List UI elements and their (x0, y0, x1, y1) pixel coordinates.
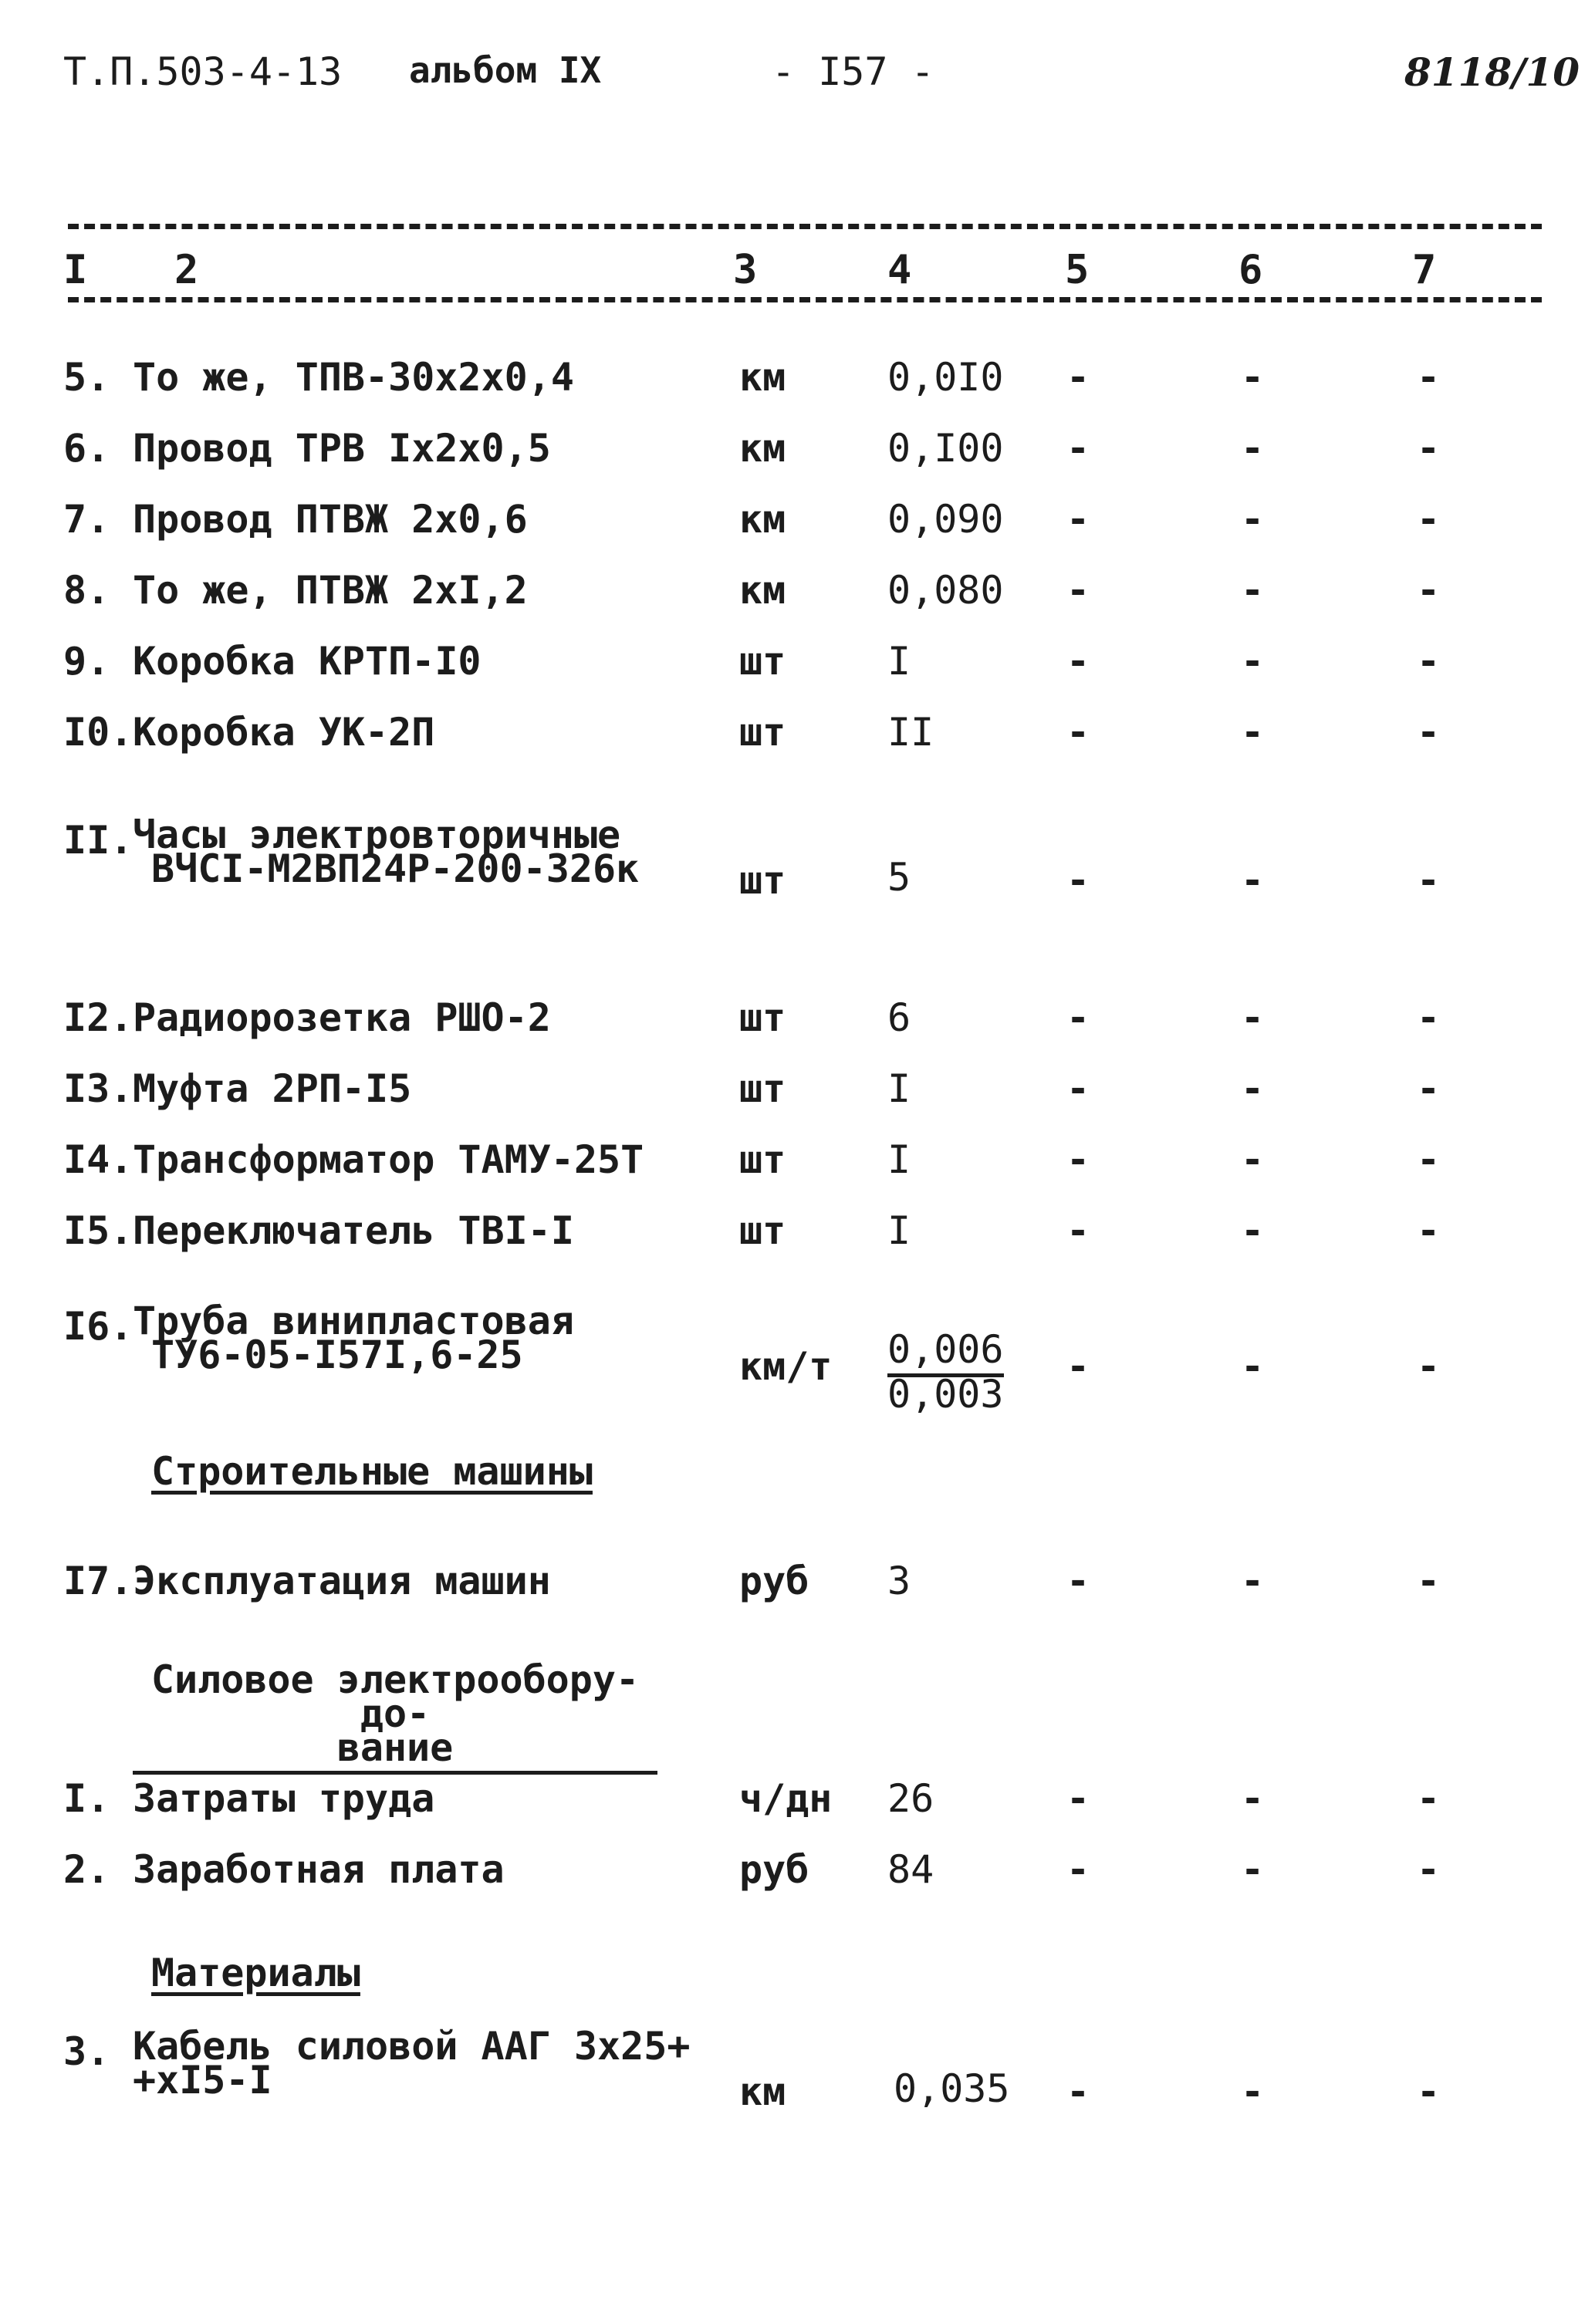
row-col7: - (1417, 568, 1441, 613)
row-quantity: 0,0I0 (887, 355, 1004, 400)
row-col5: - (1066, 1776, 1090, 1821)
column-number-4: 4 (887, 247, 912, 293)
section-heading-materials: Материалы (151, 1951, 360, 1995)
row-col6: - (1241, 426, 1265, 471)
row-col7: - (1417, 710, 1441, 755)
row-name: То же, ТПВ-30х2х0,4 (133, 355, 574, 400)
section-heading-power-line1: Силовое электрообору-до- (150, 1657, 640, 1736)
row-name (133, 812, 640, 891)
row-unit: км (739, 426, 786, 471)
row-quantity-top: 0,006 (887, 1327, 1004, 1377)
row-unit: шт (739, 1208, 786, 1253)
row-col5: - (1066, 1559, 1090, 1603)
row-name-line1: Часы электровторичные (133, 812, 621, 857)
row-unit: шт (739, 1137, 786, 1182)
row-col5: - (1066, 995, 1090, 1040)
row-col5: - (1066, 2069, 1090, 2114)
row-quantity: I (887, 1208, 911, 1253)
row-col6: - (1241, 710, 1265, 755)
row-name: Переключатель ТВI-I (133, 1208, 574, 1253)
row-col5: - (1066, 1137, 1090, 1182)
row-name-line1: Труба винипластовая (133, 1299, 574, 1343)
album-label: альбом IX (409, 49, 602, 91)
section-heading-power (133, 1657, 657, 1775)
row-number: I3. (63, 1066, 133, 1111)
row-quantity: 0,080 (887, 568, 1004, 613)
row-quantity: II (887, 710, 934, 755)
column-number-6: 6 (1238, 247, 1263, 293)
row-col5: - (1066, 1847, 1090, 1892)
row-col6: - (1241, 1559, 1265, 1603)
row-quantity: 6 (887, 995, 911, 1040)
row-name: Коробка КРТП-I0 (133, 639, 482, 684)
row-col6: - (1241, 1066, 1265, 1111)
row-col5: - (1066, 1208, 1090, 1253)
row-number: 3. (63, 2029, 110, 2074)
row-name-line1: Кабель силовой ААГ 3х25+ (133, 2024, 691, 2069)
row-col7: - (1417, 497, 1441, 542)
row-number: I. (63, 1776, 110, 1821)
row-col6: - (1241, 1137, 1265, 1182)
row-unit: шт (739, 1066, 786, 1111)
row-name: Трансформатор ТАМУ-25Т (133, 1137, 644, 1182)
header-rule-top (68, 224, 1542, 229)
section-heading-machines: Строительные машины (151, 1449, 593, 1494)
row-name-line2: ВЧСI-М2ВП24Р-200-326к (151, 846, 640, 891)
row-name: Провод ТРВ Iх2х0,5 (133, 426, 551, 471)
row-quantity: 5 (887, 855, 911, 900)
row-unit: км/т (739, 1344, 833, 1389)
row-col6: - (1241, 995, 1265, 1040)
row-quantity: I (887, 1137, 911, 1182)
row-col7: - (1417, 1559, 1441, 1603)
sheet-number: 8118/10 (1404, 49, 1580, 95)
row-unit: км (739, 568, 786, 613)
row-quantity: 0,I00 (887, 426, 1004, 471)
row-name (133, 2024, 691, 2103)
row-unit: км (739, 497, 786, 542)
row-unit: шт (739, 858, 786, 903)
row-number: 5. (63, 355, 110, 400)
row-col7: - (1417, 2069, 1441, 2114)
row-number: I5. (63, 1208, 133, 1253)
row-name: Провод ПТВЖ 2х0,6 (133, 497, 528, 542)
row-col6: - (1241, 1847, 1265, 1892)
row-col5: - (1066, 1344, 1090, 1389)
row-quantity: 26 (887, 1776, 934, 1821)
row-number: I4. (63, 1137, 133, 1182)
row-unit: руб (739, 1847, 809, 1892)
row-col5: - (1066, 710, 1090, 755)
row-unit: шт (739, 639, 786, 684)
row-unit: руб (739, 1559, 809, 1603)
column-number-3: 3 (733, 247, 758, 293)
row-col7: - (1417, 1847, 1441, 1892)
row-quantity: I (887, 1066, 911, 1111)
row-unit: шт (739, 710, 786, 755)
row-quantity-bottom: 0,003 (887, 1372, 1004, 1417)
row-col7: - (1417, 1776, 1441, 1821)
row-col6: - (1241, 858, 1265, 903)
column-number-2: 2 (174, 247, 199, 293)
row-col6: - (1241, 497, 1265, 542)
page-number: - I57 - (772, 49, 934, 94)
row-col5: - (1066, 355, 1090, 400)
row-col7: - (1417, 1137, 1441, 1182)
row-col5: - (1066, 497, 1090, 542)
row-name: Муфта 2РП-I5 (133, 1066, 412, 1111)
row-number: I0. (63, 710, 133, 755)
row-number: 6. (63, 426, 110, 471)
row-col5: - (1066, 639, 1090, 684)
row-col6: - (1241, 1776, 1265, 1821)
row-number: I7. (63, 1559, 133, 1603)
row-col6: - (1241, 2069, 1265, 2114)
row-number: 2. (63, 1847, 110, 1892)
row-name (133, 1299, 574, 1377)
row-unit: км (739, 355, 786, 400)
row-col6: - (1241, 1208, 1265, 1253)
row-unit: км (739, 2069, 786, 2114)
row-number: I2. (63, 995, 133, 1040)
row-name-line2: ТУ6-05-I57I,6-25 (151, 1333, 523, 1377)
row-col7: - (1417, 995, 1441, 1040)
row-unit: шт (739, 995, 786, 1040)
row-quantity: 84 (887, 1847, 934, 1892)
column-number-1: I (63, 247, 88, 293)
row-col7: - (1417, 639, 1441, 684)
row-name: Коробка УК-2П (133, 710, 435, 755)
row-number: I6. (63, 1304, 133, 1349)
row-col6: - (1241, 639, 1265, 684)
row-col7: - (1417, 1344, 1441, 1389)
row-col7: - (1417, 426, 1441, 471)
row-number: 9. (63, 639, 110, 684)
row-number: 7. (63, 497, 110, 542)
row-name: То же, ПТВЖ 2хI,2 (133, 568, 528, 613)
row-quantity: 3 (887, 1559, 911, 1603)
header-rule-bottom (68, 297, 1542, 302)
row-col5: - (1066, 426, 1090, 471)
row-quantity: 0,090 (887, 497, 1004, 542)
document-code: Т.П.503-4-13 (63, 49, 343, 94)
row-name-line2: +хI5-I (133, 2058, 272, 2103)
row-col7: - (1417, 858, 1441, 903)
row-col6: - (1241, 1344, 1265, 1389)
row-quantity: 0,035 (894, 2066, 1010, 2111)
row-col7: - (1417, 355, 1441, 400)
row-number: 8. (63, 568, 110, 613)
row-name: Затраты труда (133, 1776, 435, 1821)
row-col7: - (1417, 1208, 1441, 1253)
row-name: Эксплуатация машин (133, 1559, 551, 1603)
row-col5: - (1066, 1066, 1090, 1111)
row-unit: ч/дн (739, 1776, 833, 1821)
column-number-5: 5 (1065, 247, 1090, 293)
row-col5: - (1066, 858, 1090, 903)
row-number: II. (63, 818, 133, 863)
row-quantity-fraction (887, 1327, 1004, 1417)
row-quantity: I (887, 639, 911, 684)
row-name: Радиорозетка РШО-2 (133, 995, 551, 1040)
row-col7: - (1417, 1066, 1441, 1111)
column-number-7: 7 (1412, 247, 1437, 293)
row-col6: - (1241, 568, 1265, 613)
row-col5: - (1066, 568, 1090, 613)
row-name: Заработная плата (133, 1847, 505, 1892)
row-col6: - (1241, 355, 1265, 400)
section-heading-power-line2: вание (336, 1725, 454, 1770)
